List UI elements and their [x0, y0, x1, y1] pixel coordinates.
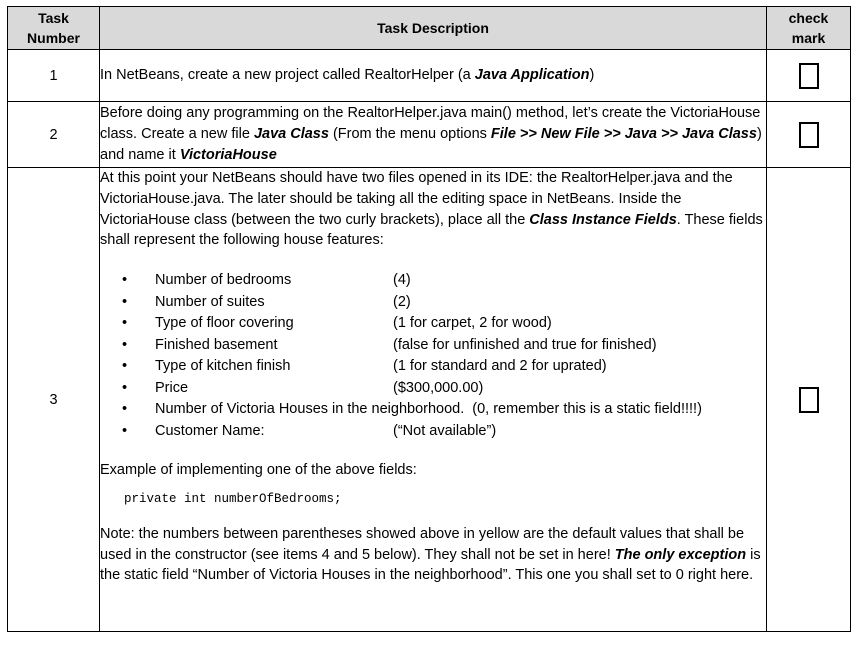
task-number: 3	[8, 168, 100, 632]
task-description	[100, 168, 767, 632]
feature-item: • Price ($300,000.00)	[122, 379, 484, 396]
example-label: Example of implementing one of the above fields:	[100, 462, 417, 479]
code-example: private int numberOfBedrooms;	[124, 491, 342, 506]
task-note: Note: the numbers between parentheses showed above in yellow are the default values that shall be used in the constructor (see items 4 and 5 below). They shall not be set in here! The only exception is the static field “Number of Victoria Houses in the neighborhood”. This one you shall set to 0 right here.	[100, 525, 761, 584]
task-description: Before doing any programming on the RealtorHelper.java main() method, let’s create the VictoriaHouse class. Create a new file Java Class (From the menu options File >> New File >> Java >> Java Class) and name it VictoriaHouse	[100, 102, 767, 168]
feature-item: • Number of Victoria Houses in the neighborhood. (0, remember this is a static field!!!!)	[122, 401, 702, 418]
task-row-2	[8, 102, 851, 168]
header-row	[8, 7, 851, 50]
check-mark-cell	[767, 168, 851, 632]
header-task-number: Task Number	[8, 7, 100, 50]
task-table	[7, 6, 851, 632]
task-number: 1	[8, 50, 100, 102]
checkbox-task-1[interactable]	[799, 63, 819, 89]
header-task-description: Task Description	[100, 7, 767, 50]
task-row-3	[8, 168, 851, 632]
feature-item: • Number of bedrooms (4)	[122, 272, 411, 289]
feature-item: • Type of floor covering (1 for carpet, 2 for wood)	[122, 315, 552, 332]
check-mark-cell	[767, 50, 851, 102]
feature-item: • Finished basement (false for unfinished and true for finished)	[122, 336, 657, 353]
header-check-mark: check mark	[767, 7, 851, 50]
feature-item: • Customer Name: (“Not available”)	[122, 422, 497, 439]
checkbox-task-2[interactable]	[799, 122, 819, 148]
task-number: 2	[8, 102, 100, 168]
feature-list	[100, 270, 766, 442]
feature-item: • Number of suites (2)	[122, 293, 411, 310]
task-description: In NetBeans, create a new project called RealtorHelper (a Java Application)	[100, 50, 767, 102]
task-row-1	[8, 50, 851, 102]
checkbox-task-3[interactable]	[799, 387, 819, 413]
feature-item: • Type of kitchen finish (1 for standard and 2 for uprated)	[122, 358, 607, 375]
check-mark-cell	[767, 102, 851, 168]
task-intro: At this point your NetBeans should have two files opened in its IDE: the RealtorHelper.java and the VictoriaHouse.java. The later should be taking all the editing space in NetBeans. Inside the VictoriaHouse class (between the two curly brackets), place all the Class Instance Fields. These fields shall represent the following house features:	[100, 170, 763, 249]
